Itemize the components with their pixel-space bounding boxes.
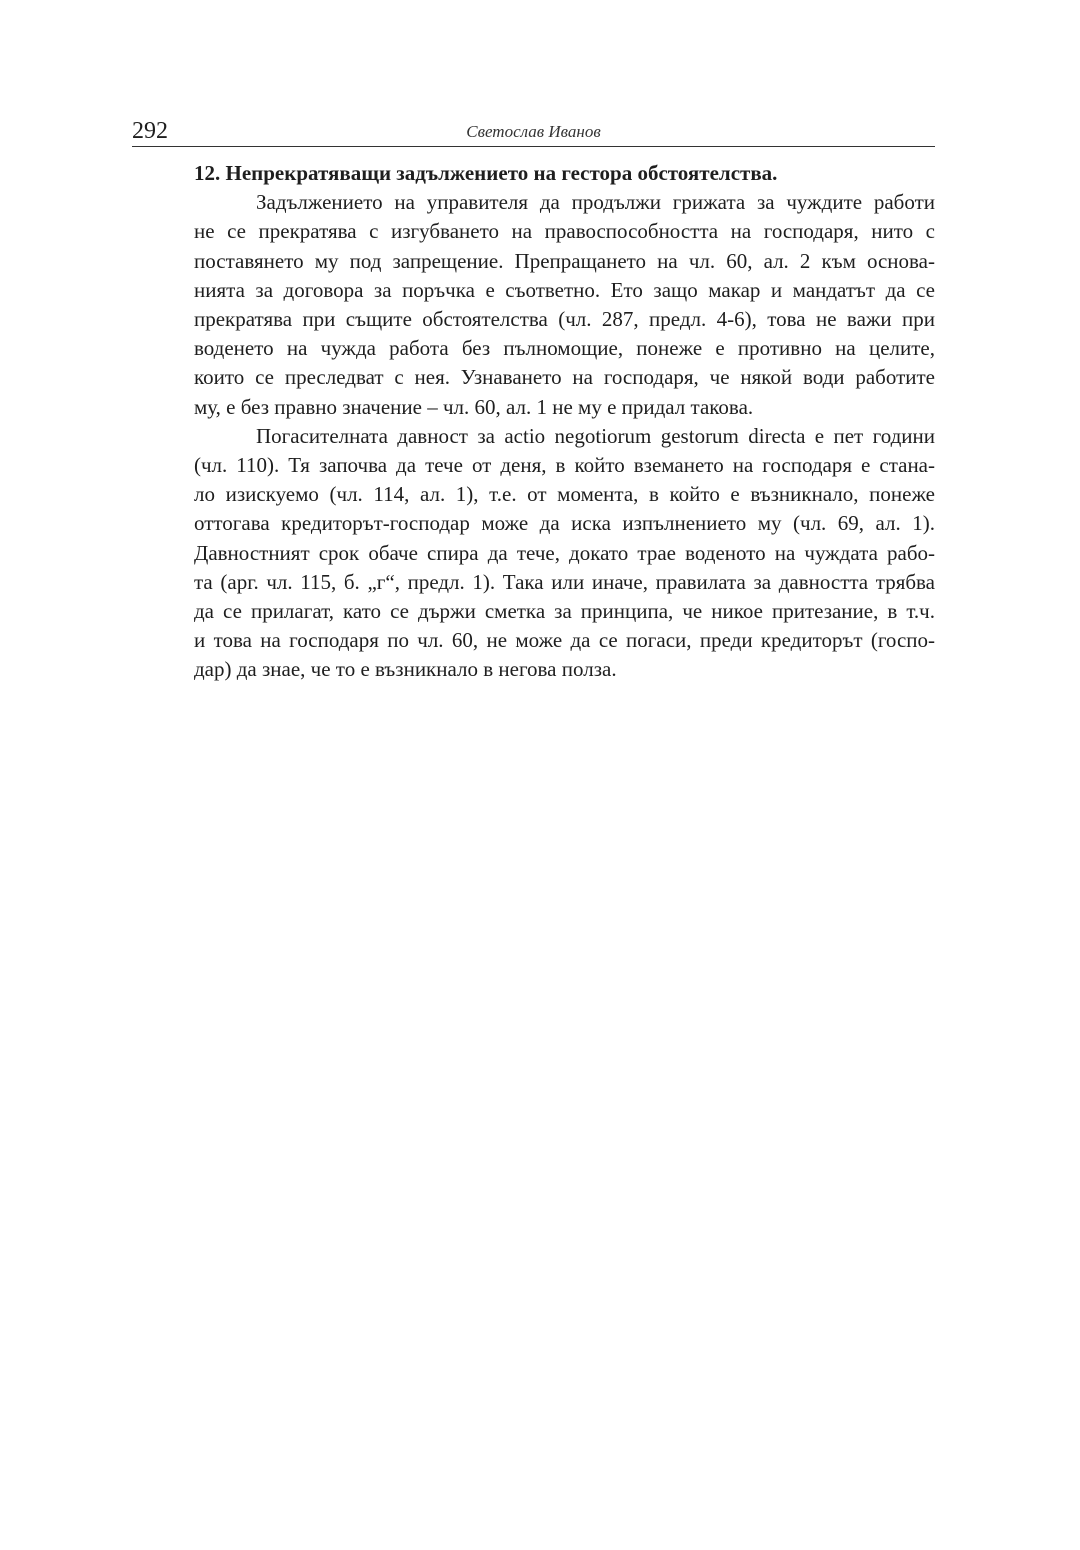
text-line: воденето на чужда работа без пълномощие, понеже е противно на целите,	[194, 336, 935, 361]
section-heading: 12. Непрекратяващи задължението на гестора обстоятелства.	[194, 161, 778, 185]
text-line: поставянето му под запрещение. Препращането на чл. 60, ал. 2 към основа-	[194, 248, 935, 273]
paragraph-2	[132, 422, 935, 685]
text-line: и това на господаря по чл. 60, не може да се погаси, преди кредиторът (госпо-	[194, 628, 935, 653]
text-line: нията за договора за поръчка е съответно. Ето защо макар и мандатът да се	[194, 277, 935, 302]
text-line: му, е без правно значение – чл. 60, ал. 1 не му е придал такова.	[194, 394, 754, 419]
text-line: които се преследват с нея. Узнаването на господаря, че някой води работите	[194, 365, 935, 390]
text-line: прекратява при същите обстоятелства (чл. 287, предл. 4-6), това не важи при	[194, 307, 935, 332]
text-line: та (арг. чл. 115, б. „г“, предл. 1). Така или иначе, правилата за давността трябва	[194, 569, 935, 594]
text-line: (чл. 110). Тя започва да тече от деня, в който вземането на господаря е стана-	[194, 453, 935, 478]
text-line: ло изискуемо (чл. 114, ал. 1), т.е. от момента, в който е възникнало, понеже	[194, 482, 935, 507]
text-line: Задължението на управителя да продължи грижата за чуждите работи	[256, 190, 935, 215]
text-line: Давностният срок обаче спира да тече, докато трае воденото на чуждата рабо-	[194, 540, 935, 565]
text-line: дар) да знае, че то е възникнало в негова полза.	[194, 657, 617, 682]
text-line: не се прекратява с изгубването на правоспособността на господаря, нито с	[194, 219, 935, 244]
body-text	[132, 159, 935, 685]
paragraph-1	[132, 188, 935, 422]
text-line: да се прилагат, като се държи сметка за принципа, че никое притезание, в т.ч.	[194, 599, 935, 624]
book-page	[132, 114, 935, 685]
text-line: Погасителната давност за actio negotiorum gestorum directa е пет години	[256, 423, 935, 448]
text-line: оттогава кредиторът-господар може да иска изпълнението му (чл. 69, ал. 1).	[194, 511, 935, 536]
running-header	[132, 114, 935, 147]
page-number: 292	[132, 118, 168, 144]
running-head-author: Светослав Иванов	[466, 122, 601, 141]
